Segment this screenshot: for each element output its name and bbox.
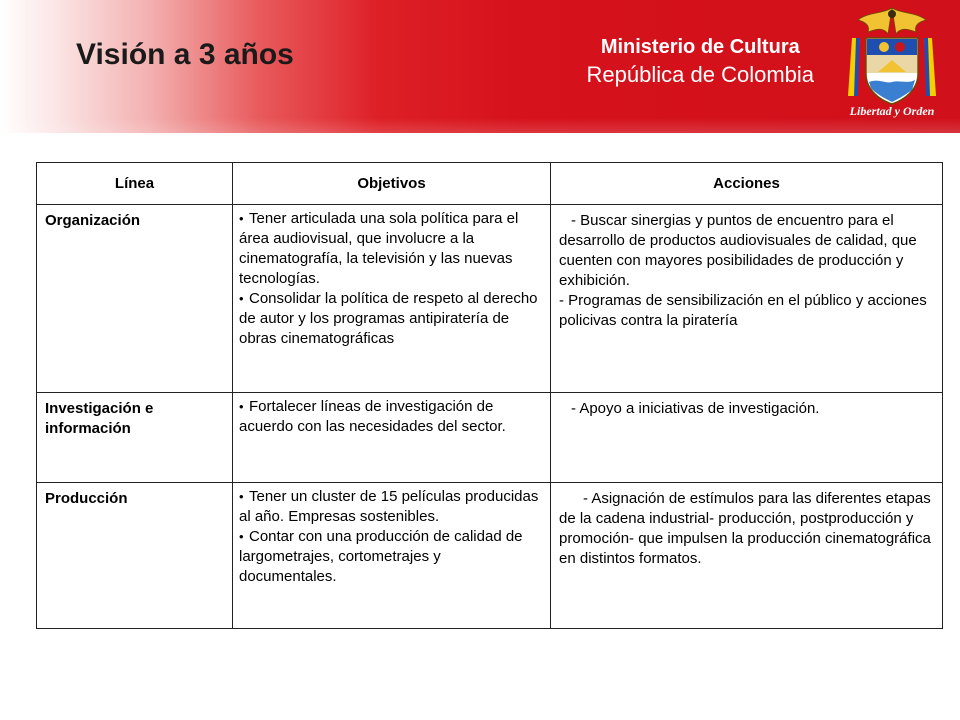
banner-fade: [0, 118, 960, 133]
action-item: - Asignación de estímulos para las diferentes etapas de la cadena industrial- producción, postproducción y promoción- que impulsen la producción cinematográfica en distintos formatos.: [559, 490, 931, 567]
bullet-icon: •: [239, 529, 244, 544]
cell-acciones: [551, 205, 943, 393]
ministry-label: [587, 34, 814, 90]
header-objetivos: Objetivos: [233, 163, 551, 205]
bullet-icon: •: [239, 211, 244, 226]
cell-objetivos: [233, 205, 551, 393]
cell-linea: Investigación e información: [37, 393, 233, 483]
bullet-icon: •: [239, 399, 244, 414]
objective-item: • Fortalecer líneas de investigación de acuerdo con las necesidades del sector.: [239, 398, 506, 435]
header-acciones: Acciones: [551, 163, 943, 205]
bullet-icon: •: [239, 489, 244, 504]
table-row: [37, 483, 943, 629]
table-row: [37, 393, 943, 483]
cell-linea: Organización: [37, 205, 233, 393]
action-item: - Apoyo a iniciativas de investigación.: [571, 400, 820, 417]
table-row: [37, 205, 943, 393]
cell-linea: Producción: [37, 483, 233, 629]
cell-objetivos: [233, 393, 551, 483]
cell-acciones: [551, 393, 943, 483]
bullet-icon: •: [239, 291, 244, 306]
action-item: - Programas de sensibilización en el público y acciones policivas contra la piratería: [559, 292, 927, 329]
action-item: - Buscar sinergias y puntos de encuentro para el desarrollo de productos audiovisuales de calidad, que cuenten con mayores posibilidades de producción y exhibición.: [559, 212, 917, 289]
country-name: República de Colombia: [586, 62, 814, 87]
cell-objetivos: [233, 483, 551, 629]
ministry-name: Ministerio de Cultura: [600, 36, 800, 58]
cell-acciones: [551, 483, 943, 629]
header-linea: Línea: [37, 163, 233, 205]
table-header-row: [37, 163, 943, 205]
objective-item: • Tener articulada una sola política para el área audiovisual, que involucre a la cinematografía, la televisión y las nuevas tecnologías.: [239, 210, 519, 287]
objective-item: • Contar con una producción de calidad de largometrajes, cortometrajes y documentales.: [239, 528, 523, 585]
objective-item: • Tener un cluster de 15 películas producidas al año. Empresas sostenibles.: [239, 488, 539, 525]
motto-text: Libertad y Orden: [849, 104, 935, 118]
page-title: Visión a 3 años: [76, 38, 294, 71]
vision-table: [36, 162, 943, 629]
objective-item: • Consolidar la política de respeto al derecho de autor y los programas antipiratería de obras cinematográficas: [239, 290, 538, 347]
